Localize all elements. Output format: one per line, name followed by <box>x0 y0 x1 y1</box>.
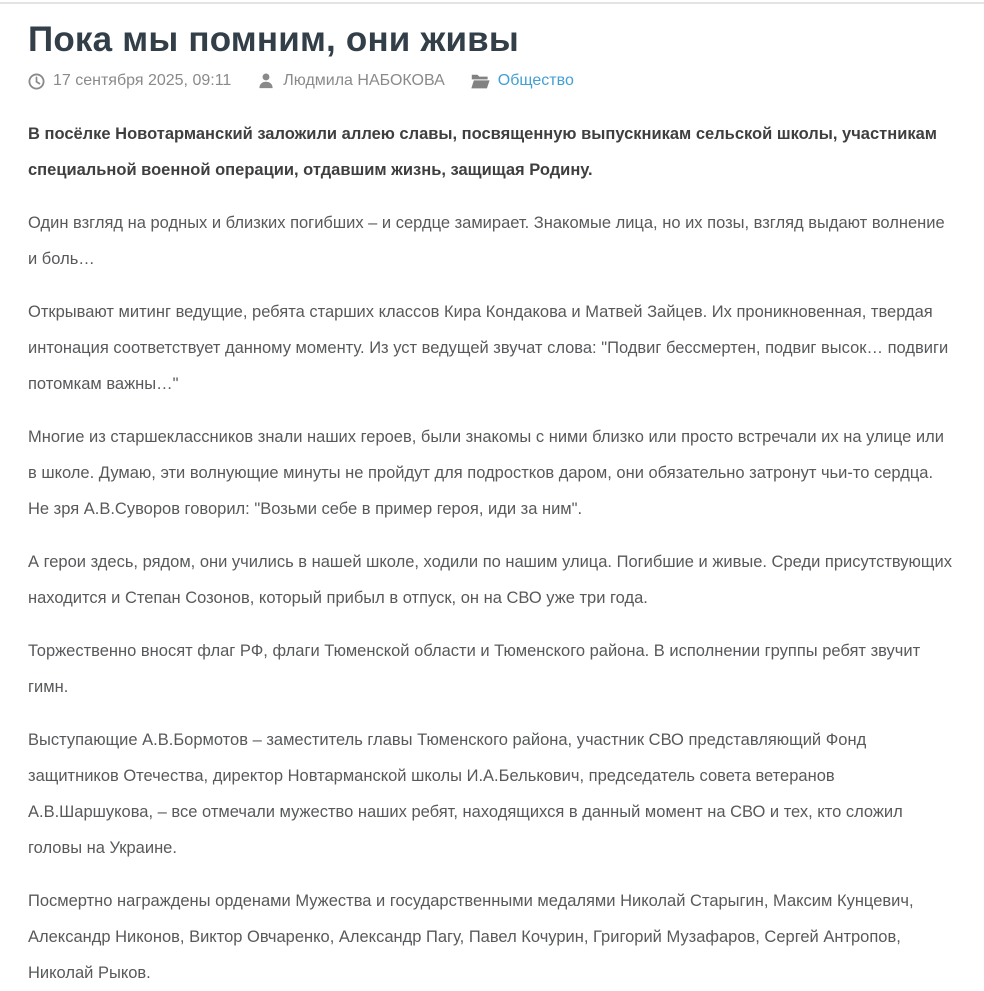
paragraph: А герои здесь, рядом, они учились в нашей школе, ходили по нашим улица. Погибшие и живые. Среди присутствующих находится и Степан Созонов, который прибыл в отпуск, он на СВО уже три года. <box>28 553 952 608</box>
category-link[interactable]: Общество <box>497 72 574 90</box>
user-icon <box>257 72 275 90</box>
paragraph: Посмертно награждены орденами Мужества и государственными медалями Николай Старыгин, Максим Кунцевич, Александр Никонов, Виктор Овчаренко, Александр Пагу, Павел Кочурин, Григорий Музафаров, Сергей Антропов, Николай Рыков. <box>28 892 914 983</box>
author <box>257 72 445 90</box>
folder-open-icon <box>471 73 490 90</box>
publish-date <box>28 72 231 90</box>
page-title: Пока мы помним, они живы <box>28 20 519 59</box>
paragraph: Многие из старшеклассников знали наших героев, были знакомы с ними близко или просто встречали их на улице или в школе. Думаю, эти волнующие минуты не пройдут для подростков даром, они обязательно затронут чьи-то сердца. Не зря А.В.Суворов говорил: "Возьми себе в пример героя, иди за ним". <box>28 428 944 519</box>
paragraph: Открывают митинг ведущие, ребята старших классов Кира Кондакова и Матвей Зайцев. Их проникновенная, твердая интонация соответствует данному моменту. Из уст ведущей звучат слова: "Подвиг бессмертен, подвиг высок… подвиги потомкам важны…" <box>28 303 949 394</box>
category <box>471 72 574 90</box>
article <box>28 20 952 991</box>
article-meta <box>28 72 952 90</box>
paragraph: Торжественно вносят флаг РФ, флаги Тюменской области и Тюменского района. В исполнении группы ребят звучит гимн. <box>28 642 921 697</box>
paragraph: Один взгляд на родных и близких погибших – и сердце замирает. Знакомые лица, но их позы, взгляд выдают волнение и боль… <box>28 214 945 269</box>
clock-icon <box>28 73 45 90</box>
author-name: Людмила НАБОКОВА <box>283 72 445 90</box>
top-divider <box>0 2 984 4</box>
article-container <box>0 20 984 991</box>
paragraph: Выступающие А.В.Бормотов – заместитель главы Тюменского района, участник СВО представляющий Фонд защитников Отечества, директор Новтарманской школы И.А.Белькович, председатель совета ветеранов А.В.Шаршукова, – все отмечали мужество наших ребят, находящихся в данный момент на СВО и тех, кто сложил головы на Украине. <box>28 731 903 858</box>
lead-paragraph: В посёлке Новотарманский заложили аллею славы, посвященную выпускникам сельской школы, участникам специальной военной операции, отдавшим жизнь, защищая Родину. <box>28 125 937 180</box>
publish-date-text: 17 сентября 2025, 09:11 <box>53 72 232 90</box>
